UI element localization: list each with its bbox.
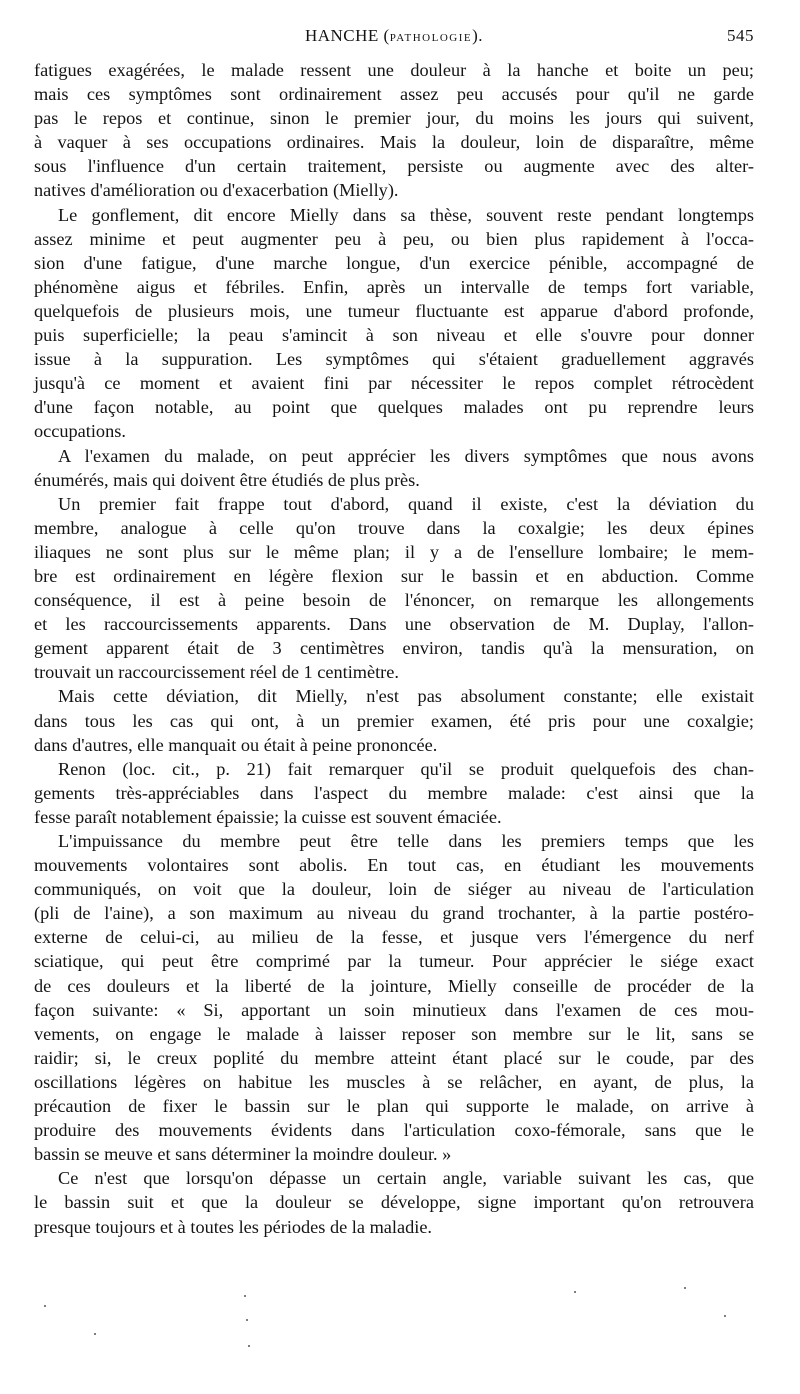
print-specks	[34, 1275, 754, 1385]
text-line: phénomène aigus et fébriles. Enfin, après un intervalle de temps fort variable,	[34, 276, 754, 297]
text-line: quelquefois de plusieurs mois, une tumeur fluctuante est apparue d'abord profonde,	[34, 300, 754, 321]
text-line: Ce n'est que lorsqu'on dépasse un certain angle, variable suivant les cas, que	[58, 1168, 754, 1189]
speck	[724, 1315, 726, 1317]
text-line: mouvements volontaires sont abolis. En tout cas, en étudiant les mouvements	[34, 855, 754, 876]
paragraph	[34, 684, 754, 756]
text-line: pas le repos et continue, sinon le premier jour, du moins les jours qui suivent,	[34, 108, 754, 129]
paragraph	[34, 829, 754, 1166]
body-text	[34, 58, 754, 1239]
text-line: communiqués, on voit que la douleur, loin de siéger au niveau de l'articulation	[34, 879, 754, 900]
paragraph	[34, 444, 754, 492]
text-line: à vaquer à ses occupations ordinaires. Mais la douleur, loin de disparaître, même	[34, 132, 754, 153]
text-line: (pli de l'aine), a son maximum au niveau du grand trochanter, à la partie postéro-	[34, 903, 754, 924]
text-line: occupations.	[34, 421, 126, 442]
text-line: trouvait un raccourcissement réel de 1 centimètre.	[34, 662, 399, 683]
text-line: puis superficielle; la peau s'amincit à son niveau et elle s'ouvre pour donner	[34, 325, 754, 346]
page-header	[34, 26, 754, 56]
speck	[574, 1291, 576, 1293]
text-line: précaution de fixer le bassin sur le plan qui supporte le malade, on arrive à	[34, 1096, 754, 1117]
speck	[94, 1333, 96, 1335]
text-line: conséquence, il est à peine besoin de l'énoncer, on remarque les allongements	[34, 590, 754, 611]
text-line: énumérés, mais qui doivent être étudiés de plus près.	[34, 469, 420, 490]
title-small-caps: PATHOLOGIE	[389, 32, 473, 44]
text-line: mais ces symptômes sont ordinairement assez peu accusés pour qu'il ne garde	[34, 84, 754, 105]
text-line: Un premier fait frappe tout d'abord, quand il existe, c'est la déviation du	[58, 493, 754, 514]
paragraph	[34, 757, 754, 829]
speck	[684, 1287, 686, 1289]
text-line: bre est ordinairement en légère flexion sur le bassin et en abduction. Comme	[34, 565, 754, 586]
text-line: sous l'influence d'un certain traitement, persiste ou augmente avec des alter-	[34, 156, 754, 177]
text-line: fatigues exagérées, le malade ressent une douleur à la hanche et boite un peu;	[34, 60, 754, 80]
text-line: sciatique, qui peut être comprimé par la tumeur. Pour apprécier le siége exact	[34, 951, 754, 972]
text-line: bassin se meuve et sans déterminer la moindre douleur. »	[34, 1144, 452, 1165]
text-line: presque toujours et à toutes les périodes de la maladie.	[34, 1216, 433, 1237]
text-line: d'une façon notable, au point que quelques malades ont pu reprendre leurs	[34, 397, 754, 418]
page-number: 545	[727, 26, 754, 45]
paragraph	[34, 203, 754, 444]
paragraph	[34, 58, 754, 203]
text-line: produire des mouvements évidents dans l'articulation coxo-fémorale, sans que le	[34, 1120, 754, 1141]
text-line: raidir; si, le creux poplité du membre atteint étant placé sur le coude, par des	[34, 1047, 754, 1068]
speck	[244, 1295, 246, 1297]
text-line: gements très-appréciables dans l'aspect du membre malade: c'est ainsi que la	[34, 782, 754, 803]
paragraph	[34, 1166, 754, 1238]
text-line: et les raccourcissements apparents. Dans une observation de M. Duplay, l'allon-	[34, 614, 754, 635]
text-line: membre, analogue à celle qu'on trouve dans la coxalgie; les deux épines	[34, 517, 754, 538]
text-line: assez minime et peut augmenter peu à peu, ou bien plus rapidement à l'occa-	[34, 228, 754, 249]
text-line: fesse paraît notablement épaissie; la cuisse est souvent émaciée.	[34, 806, 502, 827]
text-line: sion d'une fatigue, d'une marche longue, d'un exercice pénible, accompagné de	[34, 252, 754, 273]
paragraph	[34, 492, 754, 685]
text-line: façon suivante: « Si, apportant un soin minutieux dans l'examen de ces mou-	[34, 999, 754, 1020]
text-line: L'impuissance du membre peut être telle dans les premiers temps que les	[58, 831, 754, 851]
text-line: natives d'amélioration ou d'exacerbation (Mielly).	[34, 180, 399, 201]
speck	[44, 1305, 46, 1307]
text-line: gement apparent était de 3 centimètres environ, tandis qu'à la mensuration, on	[34, 638, 754, 659]
text-line: vements, on engage le malade à laisser reposer son membre sur le lit, sans se	[34, 1023, 754, 1044]
text-line: Renon (loc. cit., p. 21) fait remarquer qu'il se produit quelquefois des chan-	[58, 758, 754, 779]
title-main: HANCHE (	[304, 26, 390, 45]
text-line: issue à la suppuration. Les symptômes qui s'étaient graduellement aggravés	[34, 349, 754, 370]
speck	[246, 1319, 248, 1321]
text-line: de ces douleurs et la liberté de la jointure, Mielly conseille de procéder de la	[34, 975, 754, 996]
text-line: iliaques ne sont plus sur le même plan; il y a de l'ensellure lombaire; le mem-	[34, 541, 754, 562]
text-line: externe de celui-ci, au milieu de la fesse, et jusque vers l'émergence du nerf	[34, 927, 754, 948]
text-line: Mais cette déviation, dit Mielly, n'est pas absolument constante; elle existait	[58, 686, 754, 707]
text-line: dans d'autres, elle manquait ou était à peine prononcée.	[34, 734, 438, 755]
text-line: dans tous les cas qui ont, à un premier examen, été pris pour une coxalgie;	[34, 710, 754, 731]
speck	[248, 1345, 250, 1347]
text-line: oscillations légères on habitue les muscles à se relâcher, en ayant, de plus, la	[34, 1071, 754, 1092]
text-line: jusqu'à ce moment et avaient fini par nécessiter le repos complet rétrocèdent	[34, 373, 754, 394]
running-title	[34, 26, 754, 46]
text-line: A l'examen du malade, on peut apprécier les divers symptômes que nous avons	[58, 445, 754, 466]
title-end: ).	[472, 26, 484, 45]
text-line: le bassin suit et que la douleur se développe, signe important qu'on retrouvera	[34, 1192, 754, 1213]
text-line: Le gonflement, dit encore Mielly dans sa thèse, souvent reste pendant longtemps	[58, 204, 754, 225]
